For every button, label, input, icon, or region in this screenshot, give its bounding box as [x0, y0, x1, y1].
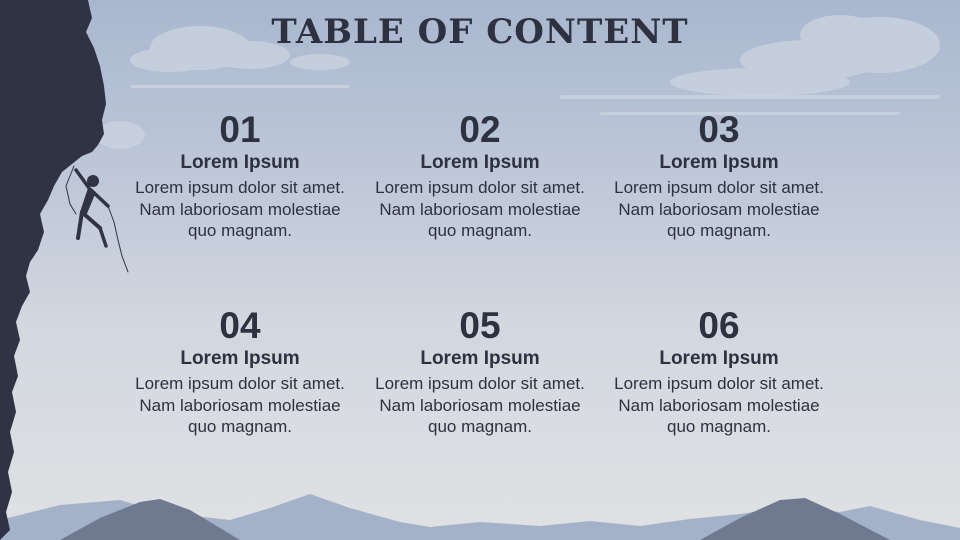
- section-number: 01: [219, 109, 261, 150]
- section-heading: Lorem Ipsum: [180, 152, 300, 173]
- section-description: Lorem ipsum dolor sit amet. Nam laboriosam molestiae quo magnam.: [375, 374, 585, 436]
- page-title: TABLE OF CONTENT: [271, 12, 689, 52]
- section-heading: Lorem Ipsum: [180, 348, 300, 369]
- section-description: Lorem ipsum dolor sit amet. Nam laboriosam molestiae quo magnam.: [375, 178, 585, 240]
- toc-item-01: [130, 110, 350, 242]
- toc-item-02: [370, 110, 590, 242]
- toc-item-05: [370, 306, 590, 438]
- climber-silhouette: [66, 166, 128, 272]
- section-heading: Lorem Ipsum: [420, 152, 540, 173]
- toc-item-03: [609, 110, 829, 242]
- section-number: 05: [459, 305, 501, 346]
- toc-item-06: [609, 306, 829, 438]
- section-number: 06: [698, 305, 740, 346]
- section-description: Lorem ipsum dolor sit amet. Nam laboriosam molestiae quo magnam.: [614, 178, 824, 240]
- section-heading: Lorem Ipsum: [420, 348, 540, 369]
- section-heading: Lorem Ipsum: [659, 152, 779, 173]
- section-description: Lorem ipsum dolor sit amet. Nam laboriosam molestiae quo magnam.: [135, 374, 345, 436]
- cliff-silhouette: [0, 0, 106, 540]
- section-number: 03: [698, 109, 740, 150]
- section-heading: Lorem Ipsum: [659, 348, 779, 369]
- toc-item-04: [130, 306, 350, 438]
- section-number: 04: [219, 305, 261, 346]
- section-number: 02: [459, 109, 501, 150]
- section-description: Lorem ipsum dolor sit amet. Nam laboriosam molestiae quo magnam.: [135, 178, 345, 240]
- section-description: Lorem ipsum dolor sit amet. Nam laboriosam molestiae quo magnam.: [614, 374, 824, 436]
